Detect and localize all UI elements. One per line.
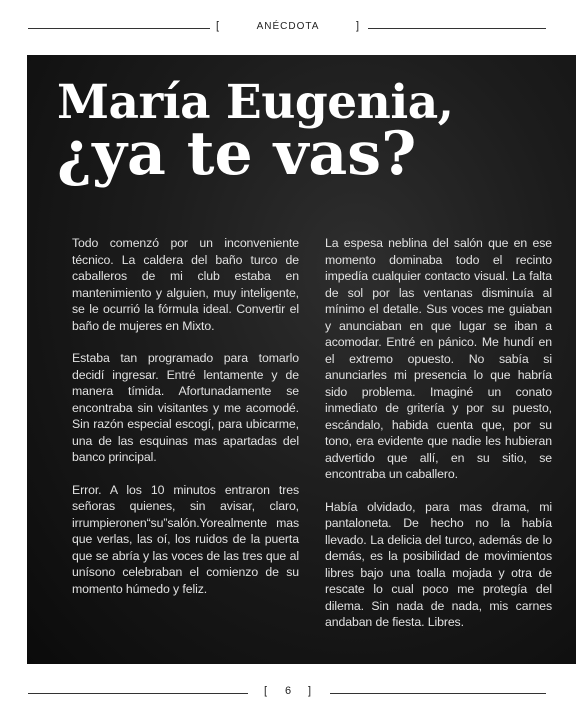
page-number: 6 <box>284 685 292 697</box>
article-title <box>57 75 572 189</box>
footer-rule-left <box>28 693 248 694</box>
header-rule-left <box>28 28 210 29</box>
paragraph: La espesa neblina del salón que en ese momento dominaba todo el recinto impedía cualquier contacto visual. La falta de sol por las ventanas disminuía al mínimo el detalle. Sus voces me guiaban y anunciaban en que lugar se iban a acomodar. Entré en pánico. Me hundí en el extremo opuesto. No sabía si anunciarles mi presencia lo que habría sido problema. Imaginé un conato inmediato de gritería y por su puesto, escándalo, habida cuenta que, por su tono, era evidente que nadie les hubieran advertido que allí, en su sitio, se encontraba un caballero. <box>325 236 552 481</box>
page-header <box>0 18 576 38</box>
footer-rule-right <box>330 693 546 694</box>
paragraph: Todo comenzó por un inconveniente técnico. La caldera del baño turco de caballeros de mi club estaba en mantenimiento y alguien, muy inteligente, se le ocurrió la fórmula ideal. Convertir el baño de mujeres en Mixto. <box>72 236 299 333</box>
paragraph: Estaba tan programado para tomarlo decidí ingresar. Entré lentamente y de manera tímida. Afortunadamente se encontraba sin visitantes y me acomodé. Sin razón especial escogí, para ubicarme, una de las esquinas mas apartadas del banco principal. <box>72 351 299 464</box>
header-bracket-open: [ <box>216 20 220 32</box>
article-body <box>72 235 552 631</box>
page-footer <box>0 683 576 703</box>
footer-bracket-open: [ <box>264 685 268 697</box>
column-left <box>72 235 299 631</box>
footer-bracket-close: ] <box>308 685 312 697</box>
header-bracket-close: ] <box>356 20 360 32</box>
header-rule-right <box>368 28 546 29</box>
article-panel <box>27 55 576 664</box>
section-label: ANÉCDOTA <box>256 21 320 32</box>
title-line-1: María Eugenia, <box>57 75 454 130</box>
paragraph: Error. A los 10 minutos entraron tres señoras quienes, sin avisar, claro, irrumpieronen“su”salón.Yorealmente mas que verlas, las oí, los ruidos de la puerta que se abría y las voces de las tres que al unísono celebraban el comienzo de su momento húmedo y feliz. <box>72 482 299 596</box>
column-right <box>325 235 552 631</box>
title-line-2: ¿ya te vas? <box>57 119 417 189</box>
paragraph: Había olvidado, para mas drama, mi pantaloneta. De hecho no la había llevado. La delicia del turco, además de lo demás, es la posibilidad de movimientos libres bajo una toalla mojada y otra de rescate lo cual poco me protegía del dilema. Sin nada de nada, mis carnes andaban de fiesta. Libres. <box>325 499 552 629</box>
